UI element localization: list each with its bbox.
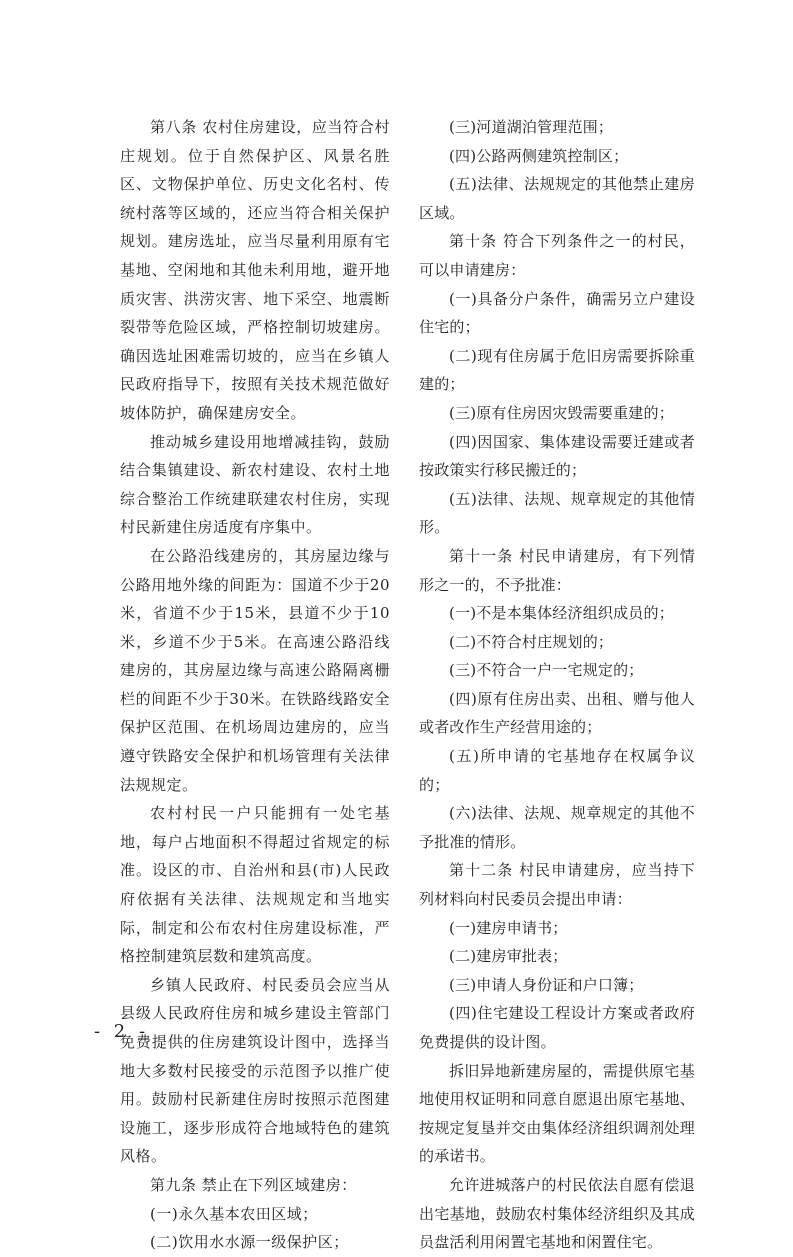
list-item: (四)住宅建设工程设计方案或者政府免费提供的设计图。 xyxy=(419,1004,695,1051)
article-12-heading: 第十二条 村民申请建房，应当持下列材料向村民委员会提出申请： xyxy=(419,861,695,909)
design-drawing-paragraph: 乡镇人民政府、村民委员会应当从县级人民政府住房和城乡建设主管部门免费提供的住房建筑设计图中，选择当地大多数村民接受的示范图予以推广使用。鼓励村民新建住房时按照示范图建设施工，逐步形成符合地域特色的建筑风格。 xyxy=(120,975,390,1166)
list-item: (六)法律、法规、规章规定的其他不予批准的情形。 xyxy=(419,804,695,851)
list-item: (四)因国家、集体建设需要迁建或者按政策实行移民搬迁的； xyxy=(419,432,695,480)
list-item: (三)申请人身份证和户口簿； xyxy=(449,975,644,994)
list-item: (五)法律、法规规定的其他禁止建房区域。 xyxy=(419,175,695,222)
article-11-heading: 第十一条 村民申请建房，有下列情形之一的，不予批准： xyxy=(419,546,695,594)
road-distance-paragraph: 在公路沿线建房的，其房屋边缘与公路用地外缘的间距为：国道不少于20米，省道不少于15米，县道不少于10米，乡道不少于5米。在高速公路沿线建房的，其房屋边缘与高速公路隔离栅栏的间距不少于30米。在铁路线路安全保护区范围、在机场周边建房的，应当遵守铁路安全保护和机场管理有关法律法规规定。 xyxy=(120,546,390,794)
demolition-relocation-paragraph: 拆旧异地新建房屋的，需提供原宅基地使用权证明和同意自愿退出原宅基地、按规定复垦并交由集体经济组织调剂处理的承诺书。 xyxy=(419,1061,695,1166)
list-item: (三)原有住房因灾毁需要重建的； xyxy=(449,403,674,422)
list-item: (四)公路两侧建筑控制区； xyxy=(449,146,629,165)
list-item: (三)不符合一户一宅规定的； xyxy=(449,661,644,680)
list-item: (二)不符合村庄规划的； xyxy=(449,632,614,651)
article-9-heading: 第九条 禁止在下列区域建房： xyxy=(150,1175,357,1194)
article-10-heading: 第十条 符合下列条件之一的村民，可以申请建房： xyxy=(419,232,695,279)
list-item: (二)建房审批表； xyxy=(449,947,568,966)
land-linkage-paragraph: 推动城乡建设用地增减挂钩，鼓励结合集镇建设、新农村建设、农村土地综合整治工作统建联建农村住房，实现村民新建住房适度有序集中。 xyxy=(120,432,390,537)
right-column xyxy=(419,113,695,1257)
list-item: (二)现有住房属于危旧房需要拆除重建的； xyxy=(419,346,695,394)
list-item: (一)具备分户条件，确需另立户建设住宅的； xyxy=(419,289,695,337)
voluntary-exit-paragraph: 允许进城落户的村民依法自愿有偿退出宅基地，鼓励农村集体经济组织及其成员盘活利用闲置宅基地和闲置住宅。 xyxy=(419,1175,695,1252)
list-item: (三)河道湖泊管理范围； xyxy=(449,118,614,136)
homestead-limit-paragraph: 农村村民一户只能拥有一处宅基地，每户占地面积不得超过省规定的标准。设区的市、自治州和县(市)人民政府依据有关法律、法规规定和当地实际，制定和公布农村住房建设标准，严格控制建筑层数和建筑高度。 xyxy=(120,804,390,966)
left-column xyxy=(120,113,390,1257)
list-item: (一)建房申请书； xyxy=(449,918,568,937)
list-item: (五)所申请的宅基地存在权属争议的； xyxy=(419,747,695,794)
list-item: (五)法律、法规、规章规定的其他情形。 xyxy=(419,489,695,537)
article-8-paragraph: 第八条 农村住房建设，应当符合村庄规划。位于自然保护区、风景名胜区、文物保护单位、历史文化名村、传统村落等区域的，还应当符合相关保护规划。建房选址，应当尽量利用原有宅基地、空闲地和其他未利用地，避开地质灾害、洪涝灾害、地下采空、地震断裂带等危险区域，严格控制切坡建房。确因选址困难需切坡的，应当在乡镇人民政府指导下，按照有关技术规范做好坡体防护，确保建房安全。 xyxy=(120,118,390,422)
list-item: (一)不是本集体经济组织成员的； xyxy=(449,604,674,623)
list-item: (一)永久基本农田区域； xyxy=(150,1204,318,1223)
list-item: (四)原有住房出卖、出租、赠与他人或者改作生产经营用途的； xyxy=(419,689,695,737)
list-item: (二)饮用水水源一级保护区； xyxy=(150,1233,349,1252)
page-number: - 2 - xyxy=(94,1021,150,1042)
